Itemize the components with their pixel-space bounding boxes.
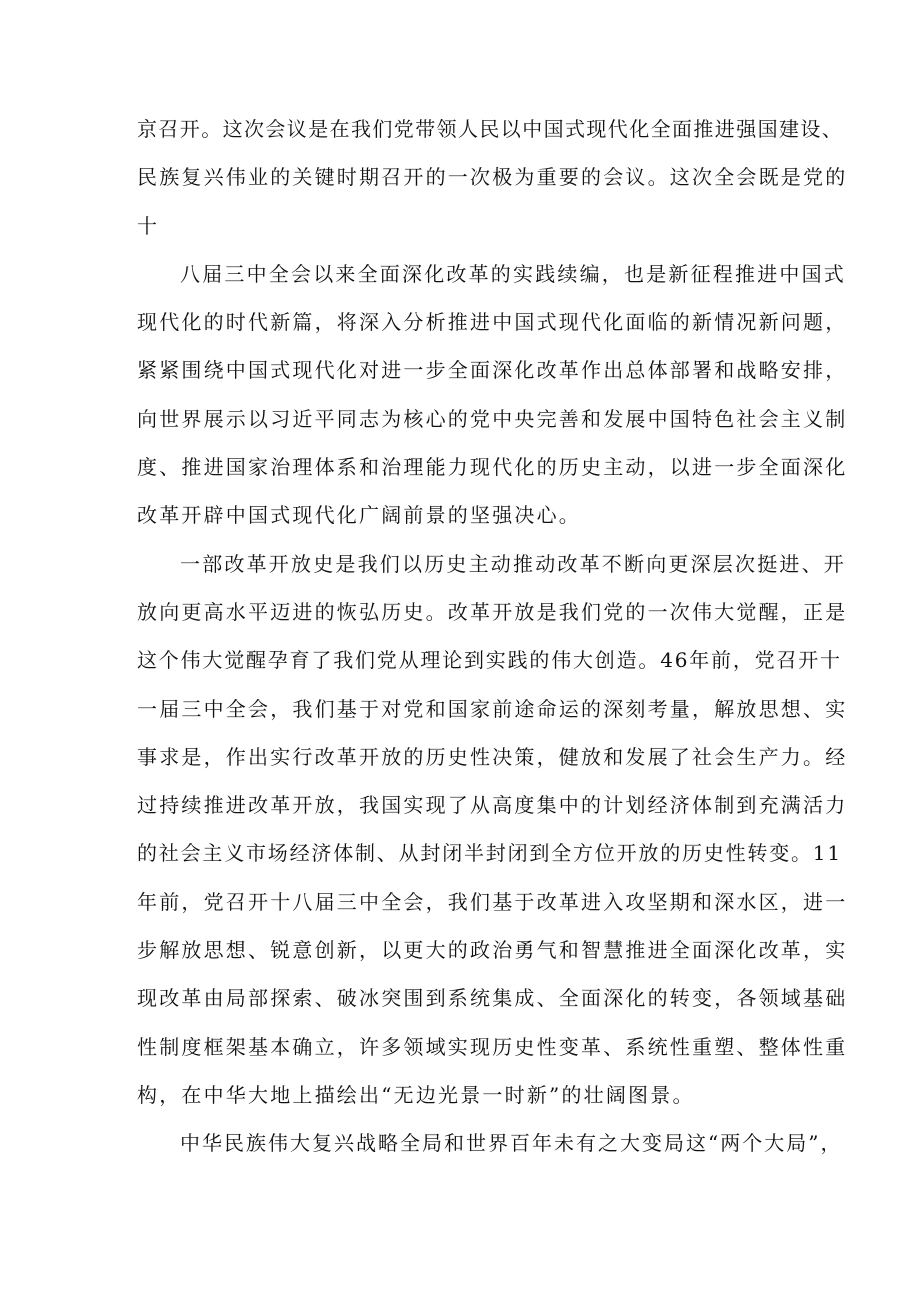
text-line: 一部改革开放史是我们以历史主动推动改革不断向更深层次挺进、开 [180, 551, 846, 576]
paragraph-3 [137, 544, 848, 1124]
text-line: 事求是，作出实行改革开放的历史性决策，健放和发展了社会生产力。经 [137, 744, 848, 769]
text-line: 现改革由局部探索、破冰突围到系统集成、全面深化的转变，各领域基础 [137, 986, 848, 1011]
text-line: 年前，党召开十八届三中全会，我们基于改革进入攻坚期和深水区，进一 [137, 889, 848, 914]
paragraph-2 [137, 254, 848, 544]
text-line: 这个伟大觉醒孕育了我们党从理论到实践的伟大创造。46年前，党召开十 [137, 648, 842, 673]
text-line: 性制度框架基本确立，许多领域实现历史性变革、系统性重塑、整体性重 [137, 1034, 848, 1059]
text-line: 度、推进国家治理体系和治理能力现代化的历史主动，以进一步全面深化 [137, 455, 848, 480]
paragraph-4 [137, 1123, 843, 1171]
text-line: 的社会主义市场经济体制、从封闭半封闭到全方位开放的历史性转变。11 [137, 841, 842, 866]
text-line: 八届三中全会以来全面深化改革的实践续编，也是新征程推进中国式 [180, 261, 846, 286]
text-line: 构，在中华大地上描绘出“无边光景一时新”的壮阔图景。 [137, 1082, 695, 1107]
text-line: 步解放思想、锐意创新，以更大的政治勇气和智慧推进全面深化改革，实 [137, 938, 848, 963]
text-line: 向世界展示以习近平同志为核心的党中央完善和发展中国特色社会主义制 [137, 406, 848, 431]
text-line: 中华民族伟大复兴战略全局和世界百年未有之大变局这“两个大局”， [180, 1131, 843, 1156]
paragraph-1 [137, 109, 848, 254]
text-line: 现代化的时代新篇，将深入分析推进中国式现代化面临的新情况新问题， [137, 310, 848, 335]
text-line: 京召开。这次会议是在我们党带领人民以中国式现代化全面推进强国建设、 [137, 117, 844, 141]
text-line: 紧紧围绕中国式现代化对进一步全面深化改革作出总体部署和战略安排， [137, 358, 848, 383]
text-line: 十 [137, 213, 160, 238]
text-line: 民族复兴伟业的关键时期召开的一次极为重要的会议。这次全会既是党的 [137, 165, 848, 190]
text-line: 放向更高水平迈进的恢弘历史。改革开放是我们党的一次伟大觉醒，正是 [137, 599, 848, 624]
text-line: 一届三中全会，我们基于对党和国家前途命运的深刻考量，解放思想、实 [137, 696, 848, 721]
text-line: 过持续推进改革开放，我国实现了从高度集中的计划经济体制到充满活力 [137, 793, 848, 818]
text-line: 改革开辟中国式现代化广阔前景的坚强决心。 [137, 503, 581, 528]
document-body [137, 109, 848, 1172]
